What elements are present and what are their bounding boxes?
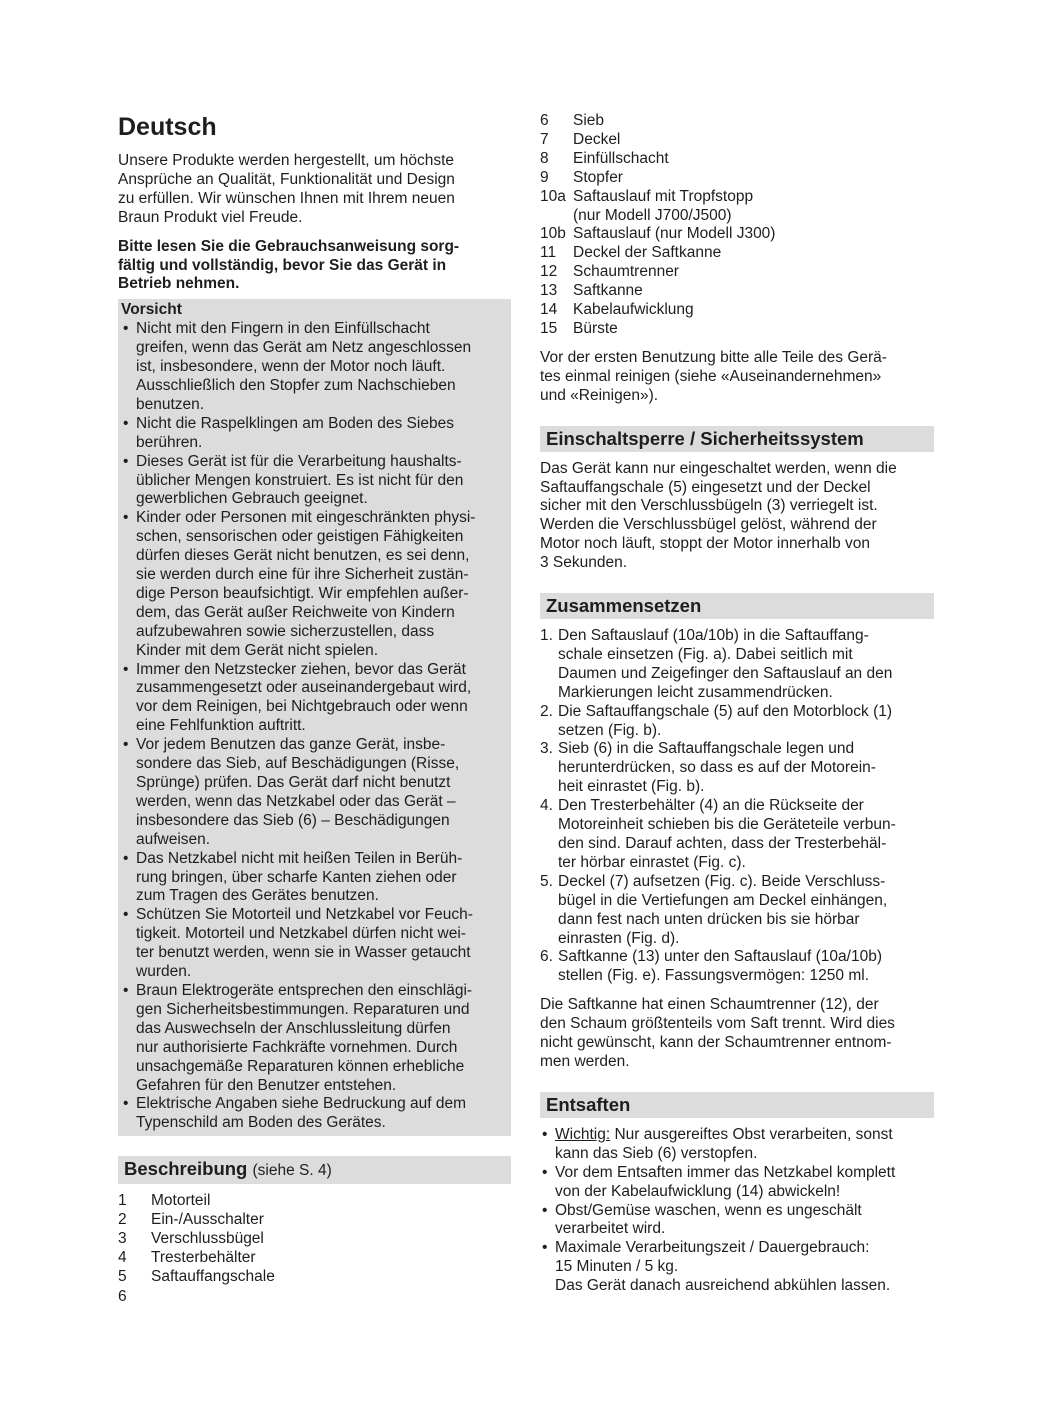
- section-heading-safety: Einschaltsperre / Sicherheitssystem: [540, 426, 934, 452]
- caution-item-line: unsachgemäße Reparaturen können erhebliche: [136, 1057, 465, 1075]
- page-number: 6: [118, 1288, 127, 1305]
- right-column: [540, 112, 934, 1296]
- juicing-item: [540, 1164, 934, 1202]
- parts-list-left: [118, 1192, 511, 1287]
- part-number: 4: [118, 1248, 127, 1266]
- part-label-line: Kabelaufwicklung: [573, 301, 694, 319]
- juicing-item-line: [555, 1183, 934, 1202]
- part-item: [540, 282, 934, 301]
- bullet-dot: •: [542, 1239, 548, 1257]
- part-label: [151, 1230, 264, 1249]
- step-line: Die Saftauffangschale (5) auf den Motorblock (1): [558, 702, 893, 720]
- part-label: [573, 188, 753, 226]
- caution-item-line: Elektrische Angaben siehe Bedruckung auf dem: [136, 1095, 467, 1113]
- step-line: Daumen und Zeigefinger den Saftauslauf an den: [558, 664, 893, 682]
- juicing-text: kann das Sieb (6) verstopfen.: [555, 1144, 758, 1162]
- caution-item-line: dürfen dieses Gerät nicht benutzen, es sei denn,: [136, 547, 470, 565]
- part-number: 6: [540, 112, 549, 129]
- caution-item-line: Dieses Gerät ist für die Verarbeitung haushalts-: [136, 452, 462, 470]
- part-number: 13: [540, 282, 558, 300]
- part-label: [573, 301, 694, 320]
- caution-title: Vorsicht: [121, 301, 182, 319]
- step-line: herunterdrücken, so dass es auf der Motorein-: [558, 759, 876, 777]
- caution-item-line: eine Fehlfunktion auftritt.: [136, 717, 306, 735]
- part-item: [540, 320, 934, 339]
- caution-item-line: Vor jedem Benutzen das ganze Gerät, insbe-: [136, 736, 446, 754]
- section-heading-assembly: Zusammensetzen: [540, 593, 934, 619]
- juicing-text: Das Gerät danach ausreichend abkühlen lassen.: [555, 1277, 891, 1295]
- part-label: [573, 112, 604, 131]
- juicing-text: Obst/Gemüse waschen, wenn es ungeschält: [555, 1201, 862, 1219]
- juicing-text: von der Kabelaufwicklung (14) abwickeln!: [555, 1182, 841, 1200]
- juicing-item: [540, 1202, 934, 1240]
- important-label: Wichtig:: [555, 1125, 611, 1143]
- step-number: 4.: [540, 797, 553, 815]
- juicing-item-line: [555, 1202, 934, 1221]
- caution-item-line: Nicht die Raspelklingen am Boden des Siebes: [136, 414, 454, 432]
- part-item: [540, 225, 934, 244]
- part-item: [118, 1211, 511, 1230]
- step-line: Motoreinheit schieben bis die Geräteteile verbun-: [558, 816, 896, 834]
- part-item: [540, 150, 934, 169]
- caution-item-line: rung bringen, über scharfe Kanten ziehen oder: [136, 868, 457, 886]
- caution-item-line: Kinder mit dem Gerät nicht spielen.: [136, 641, 379, 659]
- first-use-text: Vor der ersten Benutzung bitte alle Teile des Gerä- tes einmal reinigen (siehe «Auseinandernehmen» und «Reinigen»).: [540, 348, 887, 404]
- bullet-dot: •: [123, 849, 129, 867]
- part-number: 10a: [540, 187, 566, 205]
- part-number: 11: [540, 244, 557, 262]
- step-line: Markierungen leicht zusammendrücken.: [558, 683, 833, 701]
- caution-item-line: Typenschild am Boden des Gerätes.: [136, 1114, 386, 1132]
- caution-item: [121, 906, 507, 982]
- part-label: [573, 131, 620, 150]
- caution-item-line: ter benutzt werden, wenn sie in Wasser getaucht: [136, 944, 471, 962]
- assembly-step: [540, 948, 934, 986]
- section-heading-juicing: Entsaften: [540, 1092, 934, 1118]
- part-label: [573, 263, 679, 282]
- caution-item-line: Braun Elektrogeräte entsprechen den einschlägi-: [136, 981, 473, 999]
- assembly-step: [540, 873, 934, 949]
- part-label: [573, 244, 721, 263]
- step-line: heit einrastet (Fig. b).: [558, 778, 705, 796]
- part-label-line: (nur Modell J700/J500): [573, 206, 732, 224]
- step-line: Den Saftauslauf (10a/10b) in die Saftauffang-: [558, 627, 869, 645]
- part-label-line: Bürste: [573, 319, 618, 337]
- part-item: [540, 263, 934, 282]
- section-heading-description: Beschreibung (siehe S. 4): [118, 1156, 511, 1184]
- caution-item-line: ist, insbesondere, wenn der Motor noch läuft.: [136, 358, 446, 376]
- caution-item-line: greifen, wenn das Gerät am Netz angeschlossen: [136, 339, 472, 357]
- part-label: [573, 320, 618, 339]
- caution-item-line: tigkeit. Motorteil und Netzkabel dürfen nicht wei-: [136, 925, 466, 943]
- caution-item: [121, 320, 507, 415]
- juicing-text: Vor dem Entsaften immer das Netzkabel komplett: [555, 1163, 896, 1181]
- foam-note: Die Saftkanne hat einen Schaumtrenner (12), der den Schaum größtenteils vom Saft trennt. Wird dies nicht gewünscht, kann der Schaumtrenner entnom- men werden.: [540, 996, 895, 1070]
- juicing-text: 15 Minuten / 5 kg.: [555, 1258, 679, 1276]
- caution-item: [121, 736, 507, 849]
- caution-list: [121, 320, 507, 1133]
- bullet-dot: •: [123, 736, 129, 754]
- part-item: [540, 169, 934, 188]
- step-line: dann fest nach unten drücken bis sie hörbar: [558, 910, 860, 928]
- caution-item: [121, 453, 507, 510]
- juicing-item-line: [555, 1258, 934, 1277]
- caution-item-line: berühren.: [136, 433, 203, 451]
- part-label-line: Einfüllschacht: [573, 149, 669, 167]
- juicing-item-line: [555, 1164, 934, 1183]
- part-label-line: Saftkanne: [573, 282, 643, 300]
- part-item: [118, 1249, 511, 1268]
- part-item: [118, 1230, 511, 1249]
- part-label-line: Ein-/Ausschalter: [151, 1211, 264, 1229]
- step-number: 1.: [540, 627, 553, 645]
- caution-item-line: Kinder oder Personen mit eingeschränkten physi-: [136, 509, 476, 527]
- part-number: 9: [540, 168, 549, 186]
- caution-item-line: zusammengesetzt oder auseinandergebaut wird,: [136, 679, 472, 697]
- part-number: 14: [540, 301, 558, 319]
- caution-item-line: dige Person beaufsichtigt. Wir empfehlen außer-: [136, 584, 469, 602]
- part-label: [151, 1211, 264, 1230]
- parts-list-right: [540, 112, 934, 339]
- caution-item-line: Gefahren für den Benutzer entstehen.: [136, 1076, 397, 1094]
- juicing-text: Maximale Verarbeitungszeit / Dauergebrauch:: [555, 1239, 870, 1257]
- assembly-steps: [540, 627, 934, 986]
- caution-item: [121, 415, 507, 453]
- juicing-item-line: [555, 1145, 934, 1164]
- juicing-item-line: [555, 1126, 934, 1145]
- step-number: 3.: [540, 740, 553, 758]
- step-number: 5.: [540, 872, 553, 890]
- bullet-dot: •: [123, 981, 129, 999]
- part-label-line: Stopfer: [573, 168, 623, 186]
- part-item: [540, 131, 934, 150]
- juicing-item-line: [555, 1239, 934, 1258]
- caution-item: [121, 850, 507, 907]
- caution-item-line: aufzubewahren sowie sicherzustellen, dass: [136, 622, 435, 640]
- part-label-line: Motorteil: [151, 1192, 211, 1210]
- juicing-item: [540, 1126, 934, 1164]
- step-line: setzen (Fig. b).: [558, 721, 662, 739]
- part-item: [540, 112, 934, 131]
- caution-item-line: benutzen.: [136, 395, 205, 413]
- caution-item-line: Immer den Netzstecker ziehen, bevor das Gerät: [136, 660, 466, 678]
- part-number: 7: [540, 130, 549, 148]
- part-label-line: Sieb: [573, 112, 605, 129]
- bullet-dot: •: [123, 906, 129, 924]
- part-label: [573, 282, 643, 301]
- part-label: [151, 1192, 210, 1211]
- caution-item-line: sie werden durch eine für ihre Sicherheit zustän-: [136, 566, 469, 584]
- caution-item-line: Das Netzkabel nicht mit heißen Teilen in Berüh-: [136, 849, 463, 867]
- part-label: [151, 1249, 256, 1268]
- part-number: 8: [540, 149, 549, 167]
- caution-item-line: Ausschließlich den Stopfer zum Nachschieben: [136, 376, 456, 394]
- caution-item-line: schen, sensorischen oder geistigen Fähigkeiten: [136, 528, 464, 546]
- part-item: [118, 1192, 511, 1211]
- caution-item-line: werden, wenn das Netzkabel oder das Gerät –: [136, 792, 456, 810]
- caution-item-line: Nicht mit den Fingern in den Einfüllschacht: [136, 320, 430, 338]
- part-label: [573, 169, 623, 188]
- part-label-line: Schaumtrenner: [573, 263, 679, 281]
- step-line: stellen (Fig. e). Fassungsvermögen: 1250 ml.: [558, 967, 869, 985]
- part-number: 5: [118, 1267, 127, 1285]
- caution-item-line: das Auswechseln der Anschlussleitung dürfen: [136, 1019, 451, 1037]
- part-label-line: Saftauslauf mit Tropfstopp: [573, 187, 754, 205]
- caution-box: [118, 299, 511, 1136]
- part-label-line: Saftauffangschale: [151, 1267, 275, 1285]
- caution-item-line: insbesondere das Sieb (6) – Beschädigungen: [136, 811, 450, 829]
- assembly-step: [540, 797, 934, 873]
- caution-item: [121, 509, 507, 660]
- part-number: 10b: [540, 225, 566, 243]
- step-line: den sind. Darauf achten, dass der Tresterbehäl-: [558, 835, 887, 852]
- part-label: [573, 225, 775, 244]
- left-column: [118, 112, 511, 1287]
- step-line: Deckel (7) aufsetzen (Fig. c). Beide Verschluss-: [558, 872, 886, 890]
- juicing-text: verarbeitet wird.: [555, 1220, 666, 1238]
- read-instructions-notice: Bitte lesen Sie die Gebrauchsanweisung sorg- fältig und vollständig, bevor Sie das Gerät in Betrieb nehmen.: [118, 237, 460, 293]
- caution-item-line: gen Sicherheitsbestimmungen. Reparaturen und: [136, 1000, 470, 1018]
- part-number: 12: [540, 263, 558, 281]
- step-line: bügel in die Vertiefungen am Deckel einhängen,: [558, 891, 888, 909]
- step-line: einrasten (Fig. d).: [558, 929, 680, 947]
- juicing-item: [540, 1239, 934, 1296]
- part-label: [573, 150, 669, 169]
- part-number: 1: [118, 1192, 127, 1210]
- part-label-line: Tresterbehälter: [151, 1248, 256, 1266]
- bullet-dot: •: [542, 1163, 548, 1181]
- step-line: ter hörbar einrastet (Fig. c).: [558, 853, 746, 871]
- caution-item-line: sondere das Sieb, auf Beschädigungen (Risse,: [136, 755, 460, 773]
- caution-item-line: zum Tragen des Gerätes benutzen.: [136, 887, 379, 905]
- intro-text: Unsere Produkte werden hergestellt, um höchste Ansprüche an Qualität, Funktionalität und Design zu erfüllen. Wir wünschen Ihnen mit Ihrem neuen Braun Produkt viel Freude.: [118, 152, 455, 226]
- bullet-dot: •: [123, 320, 129, 338]
- step-number: 6.: [540, 948, 553, 966]
- safety-text: Das Gerät kann nur eingeschaltet werden, wenn die Saftauffangschale (5) eingesetzt und der Deckel sicher mit den Verschlussbügeln (3) verriegelt ist. Werden die Verschlussbügel gelöst, während der Motor noch läuft, stoppt der Motor innerhalb von 3 Sekunden.: [540, 459, 897, 572]
- part-item: [540, 301, 934, 320]
- part-label-line: Saftauslauf (nur Modell J300): [573, 225, 776, 243]
- part-label: [151, 1268, 275, 1287]
- step-line: schale einsetzen (Fig. a). Dabei seitlich mit: [558, 645, 853, 663]
- step-line: Saftkanne (13) unter den Saftauslauf (10a/10b): [558, 948, 882, 966]
- caution-item-line: gewerblichen Gebrauch geeignet.: [136, 490, 368, 508]
- step-line: Den Tresterbehälter (4) an die Rückseite der: [558, 797, 864, 815]
- assembly-step: [540, 703, 934, 741]
- part-item: [540, 244, 934, 263]
- caution-item: [121, 661, 507, 737]
- step-line: Sieb (6) in die Saftauffangschale legen und: [558, 740, 855, 758]
- bullet-dot: •: [123, 660, 129, 678]
- page-title: Deutsch: [118, 113, 217, 141]
- bullet-dot: •: [542, 1201, 548, 1219]
- assembly-step: [540, 740, 934, 797]
- part-number: 15: [540, 319, 558, 337]
- part-label-line: Deckel der Saftkanne: [573, 244, 722, 262]
- juicing-item-line: [555, 1220, 934, 1239]
- bullet-dot: •: [542, 1125, 548, 1143]
- caution-item-line: üblicher Mengen konstruiert. Es ist nicht für den: [136, 471, 464, 489]
- juicing-item-line: [555, 1277, 934, 1296]
- part-item: [540, 188, 934, 226]
- caution-item-line: Schützen Sie Motorteil und Netzkabel vor Feuch-: [136, 906, 473, 924]
- caution-item: [121, 1095, 507, 1133]
- bullet-dot: •: [123, 414, 129, 432]
- part-number: 3: [118, 1230, 127, 1248]
- part-number: 2: [118, 1211, 127, 1229]
- caution-item-line: nur authorisierte Fachkräfte vornehmen. Durch: [136, 1038, 458, 1056]
- part-item: [118, 1268, 511, 1287]
- caution-item-line: Sprünge) prüfen. Das Gerät darf nicht benutzt: [136, 774, 451, 791]
- caution-item-line: dem, das Gerät außer Reichweite von Kindern: [136, 603, 455, 621]
- caution-item-line: vor dem Reinigen, bei Nichtgebrauch oder wenn: [136, 698, 468, 716]
- bullet-dot: •: [123, 509, 129, 527]
- caution-item-line: wurden.: [136, 963, 192, 981]
- assembly-step: [540, 627, 934, 703]
- juicing-text: Nur ausgereiftes Obst verarbeiten, sonst: [614, 1125, 893, 1143]
- step-number: 2.: [540, 702, 553, 720]
- bullet-dot: •: [123, 1095, 129, 1113]
- bullet-dot: •: [123, 452, 129, 470]
- part-label-line: Deckel: [573, 130, 621, 148]
- caution-item-line: aufweisen.: [136, 830, 211, 848]
- caution-item: [121, 982, 507, 1095]
- juicing-list: [540, 1126, 934, 1296]
- part-label-line: Verschlussbügel: [151, 1230, 264, 1248]
